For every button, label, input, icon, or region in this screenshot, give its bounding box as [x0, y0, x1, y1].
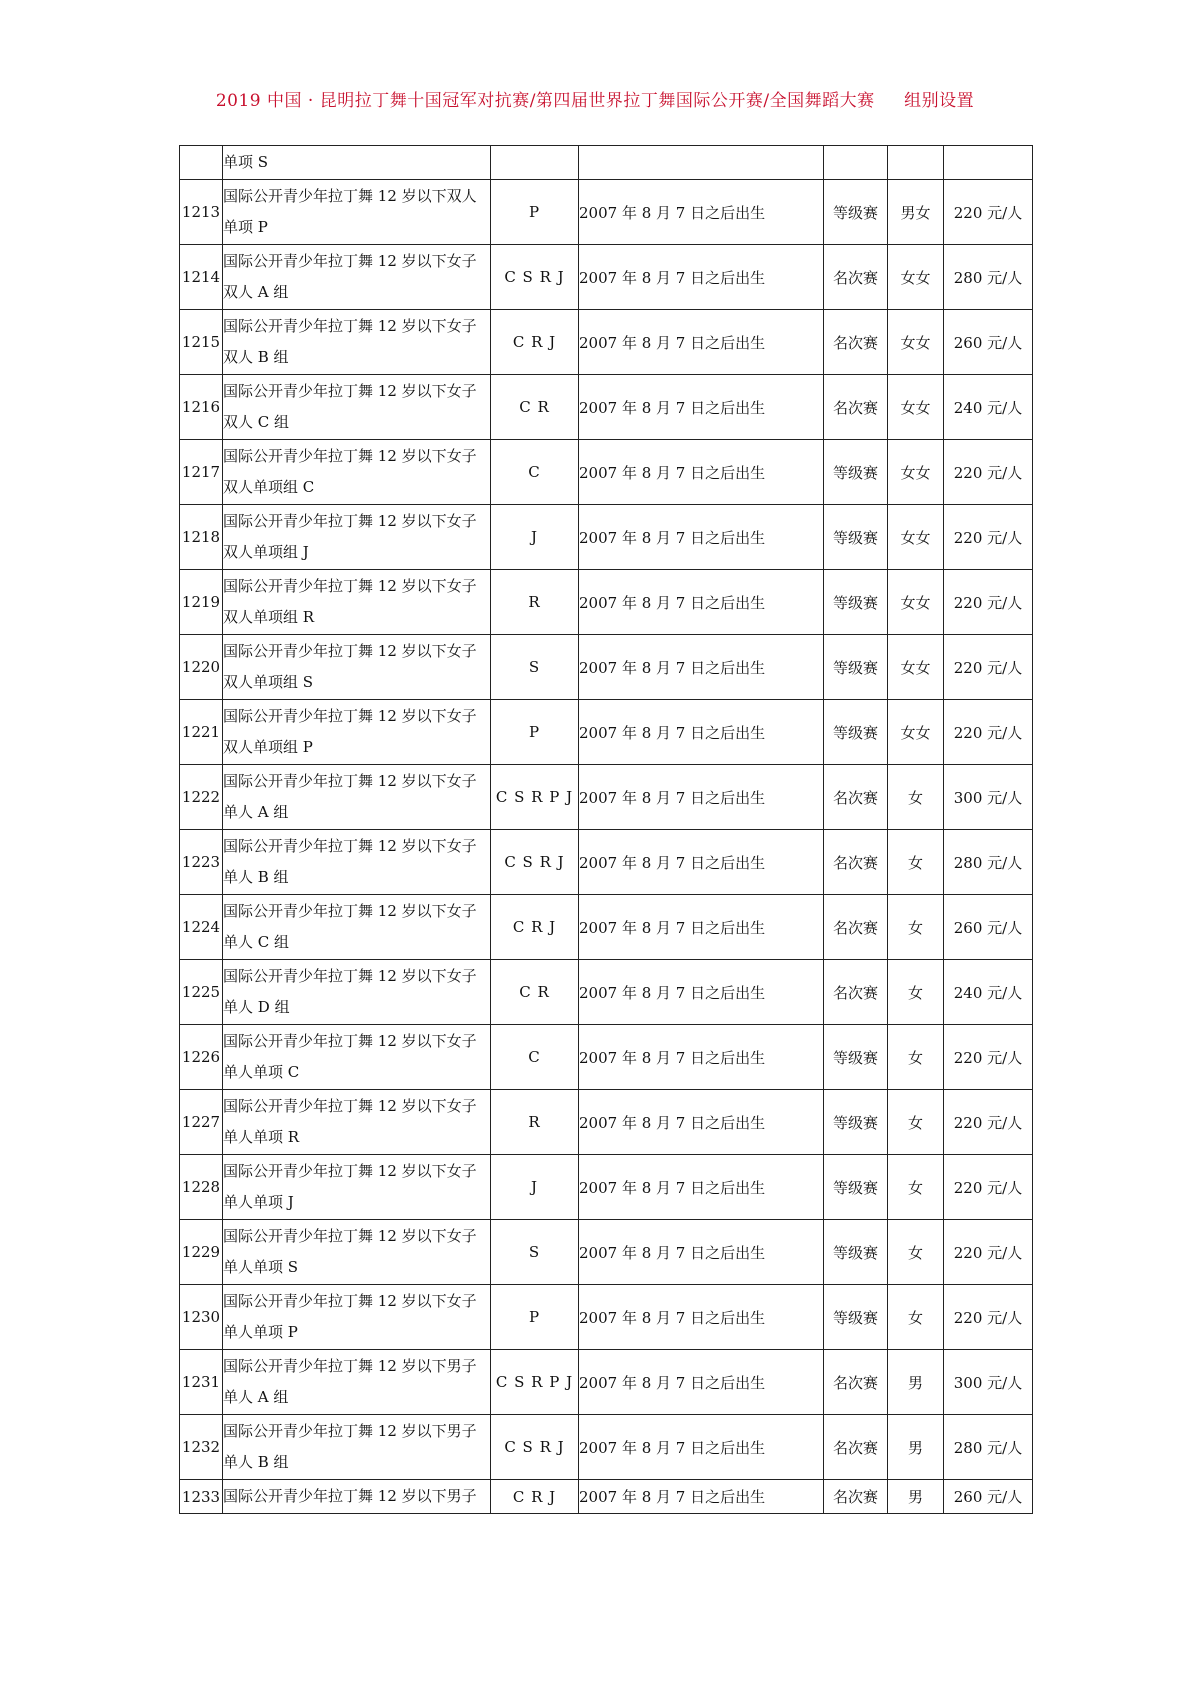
table-row — [180, 245, 1033, 310]
entry-fee: 260 元/人 — [944, 1480, 1033, 1514]
dance-codes: C — [491, 1025, 579, 1090]
gender-group: 女 — [888, 830, 944, 895]
dance-codes: C S R P J — [491, 765, 579, 830]
competition-type: 名次赛 — [824, 245, 888, 310]
table-row — [180, 700, 1033, 765]
age-requirement: 2007 年 8 月 7 日之后出生 — [579, 1480, 824, 1514]
category-number: 1223 — [180, 830, 223, 895]
dance-codes: S — [491, 635, 579, 700]
category-number: 1233 — [180, 1480, 223, 1514]
category-name: 国际公开青少年拉丁舞 12 岁以下双人单项 P — [223, 180, 491, 245]
category-number: 1230 — [180, 1285, 223, 1350]
competition-type: 等级赛 — [824, 635, 888, 700]
entry-fee: 220 元/人 — [944, 440, 1033, 505]
age-requirement: 2007 年 8 月 7 日之后出生 — [579, 180, 824, 245]
dance-codes: C R — [491, 375, 579, 440]
table-row — [180, 570, 1033, 635]
category-name: 国际公开青少年拉丁舞 12 岁以下女子双人单项组 R — [223, 570, 491, 635]
competition-type: 名次赛 — [824, 310, 888, 375]
category-number: 1232 — [180, 1415, 223, 1480]
entry-fee: 300 元/人 — [944, 1350, 1033, 1415]
category-name: 国际公开青少年拉丁舞 12 岁以下女子双人 C 组 — [223, 375, 491, 440]
dance-codes: C R J — [491, 1480, 579, 1514]
competition-type: 等级赛 — [824, 570, 888, 635]
category-name: 国际公开青少年拉丁舞 12 岁以下女子双人单项组 P — [223, 700, 491, 765]
gender-group: 男 — [888, 1480, 944, 1514]
gender-group: 女 — [888, 1090, 944, 1155]
category-number: 1222 — [180, 765, 223, 830]
table-row — [180, 1415, 1033, 1480]
competition-type: 名次赛 — [824, 1480, 888, 1514]
age-requirement: 2007 年 8 月 7 日之后出生 — [579, 700, 824, 765]
dance-codes: P — [491, 1285, 579, 1350]
category-number: 1214 — [180, 245, 223, 310]
table-row — [180, 310, 1033, 375]
age-requirement: 2007 年 8 月 7 日之后出生 — [579, 245, 824, 310]
category-number: 1213 — [180, 180, 223, 245]
competition-type: 等级赛 — [824, 180, 888, 245]
entry-fee: 220 元/人 — [944, 1155, 1033, 1220]
category-table — [179, 145, 1033, 1514]
dance-codes: P — [491, 700, 579, 765]
gender-group: 女女 — [888, 375, 944, 440]
table-row — [180, 375, 1033, 440]
table-row — [180, 1090, 1033, 1155]
competition-type: 名次赛 — [824, 1415, 888, 1480]
category-name: 国际公开青少年拉丁舞 12 岁以下女子单人 C 组 — [223, 895, 491, 960]
age-requirement: 2007 年 8 月 7 日之后出生 — [579, 310, 824, 375]
category-number: 1215 — [180, 310, 223, 375]
entry-fee: 240 元/人 — [944, 375, 1033, 440]
entry-fee: 220 元/人 — [944, 570, 1033, 635]
category-number: 1225 — [180, 960, 223, 1025]
competition-type: 等级赛 — [824, 1155, 888, 1220]
gender-group: 女女 — [888, 310, 944, 375]
dance-codes: C — [491, 440, 579, 505]
entry-fee: 280 元/人 — [944, 1415, 1033, 1480]
competition-type: 等级赛 — [824, 1285, 888, 1350]
category-number: 1227 — [180, 1090, 223, 1155]
entry-fee: 220 元/人 — [944, 635, 1033, 700]
competition-type: 名次赛 — [824, 765, 888, 830]
category-number: 1217 — [180, 440, 223, 505]
dance-codes: C S R P J — [491, 1350, 579, 1415]
category-number: 1228 — [180, 1155, 223, 1220]
gender-group: 女女 — [888, 245, 944, 310]
competition-type: 等级赛 — [824, 505, 888, 570]
page-header: 2019 中国 · 昆明拉丁舞十国冠军对抗赛/第四届世界拉丁舞国际公开赛/全国舞蹈大赛 组别设置 — [215, 91, 975, 111]
age-requirement: 2007 年 8 月 7 日之后出生 — [579, 375, 824, 440]
competition-type — [824, 146, 888, 180]
category-number: 1216 — [180, 375, 223, 440]
table-row — [180, 440, 1033, 505]
gender-group: 男 — [888, 1350, 944, 1415]
age-requirement: 2007 年 8 月 7 日之后出生 — [579, 1285, 824, 1350]
gender-group: 男女 — [888, 180, 944, 245]
gender-group: 女 — [888, 765, 944, 830]
competition-type: 等级赛 — [824, 700, 888, 765]
dance-codes: S — [491, 1220, 579, 1285]
table-row — [180, 635, 1033, 700]
entry-fee: 220 元/人 — [944, 1285, 1033, 1350]
category-name: 国际公开青少年拉丁舞 12 岁以下女子双人单项组 C — [223, 440, 491, 505]
gender-group: 女 — [888, 895, 944, 960]
gender-group: 男 — [888, 1415, 944, 1480]
competition-type: 名次赛 — [824, 375, 888, 440]
gender-group: 女 — [888, 1285, 944, 1350]
category-number: 1218 — [180, 505, 223, 570]
table-row — [180, 765, 1033, 830]
category-number: 1224 — [180, 895, 223, 960]
competition-type: 等级赛 — [824, 1090, 888, 1155]
dance-codes: C S R J — [491, 245, 579, 310]
gender-group: 女女 — [888, 635, 944, 700]
entry-fee — [944, 146, 1033, 180]
table-body — [180, 146, 1033, 1514]
category-name: 国际公开青少年拉丁舞 12 岁以下男子单人 A 组 — [223, 1350, 491, 1415]
table-row — [180, 1220, 1033, 1285]
gender-group — [888, 146, 944, 180]
category-name: 国际公开青少年拉丁舞 12 岁以下女子双人 A 组 — [223, 245, 491, 310]
age-requirement: 2007 年 8 月 7 日之后出生 — [579, 895, 824, 960]
dance-codes: R — [491, 1090, 579, 1155]
gender-group: 女女 — [888, 505, 944, 570]
entry-fee: 220 元/人 — [944, 505, 1033, 570]
category-name: 国际公开青少年拉丁舞 12 岁以下女子双人 B 组 — [223, 310, 491, 375]
category-name: 国际公开青少年拉丁舞 12 岁以下女子单人单项 C — [223, 1025, 491, 1090]
category-name: 国际公开青少年拉丁舞 12 岁以下男子 — [223, 1480, 491, 1514]
category-name: 国际公开青少年拉丁舞 12 岁以下女子单人单项 P — [223, 1285, 491, 1350]
age-requirement: 2007 年 8 月 7 日之后出生 — [579, 1155, 824, 1220]
entry-fee: 220 元/人 — [944, 1025, 1033, 1090]
category-number: 1226 — [180, 1025, 223, 1090]
age-requirement: 2007 年 8 月 7 日之后出生 — [579, 765, 824, 830]
category-number: 1229 — [180, 1220, 223, 1285]
age-requirement: 2007 年 8 月 7 日之后出生 — [579, 1025, 824, 1090]
age-requirement: 2007 年 8 月 7 日之后出生 — [579, 1220, 824, 1285]
table-row — [180, 895, 1033, 960]
entry-fee: 300 元/人 — [944, 765, 1033, 830]
entry-fee: 260 元/人 — [944, 895, 1033, 960]
dance-codes: P — [491, 180, 579, 245]
dance-codes: J — [491, 1155, 579, 1220]
category-number: 1219 — [180, 570, 223, 635]
category-name: 国际公开青少年拉丁舞 12 岁以下女子单人单项 J — [223, 1155, 491, 1220]
gender-group: 女女 — [888, 570, 944, 635]
category-name: 国际公开青少年拉丁舞 12 岁以下女子单人单项 S — [223, 1220, 491, 1285]
age-requirement: 2007 年 8 月 7 日之后出生 — [579, 1350, 824, 1415]
dance-codes: R — [491, 570, 579, 635]
competition-type: 名次赛 — [824, 1350, 888, 1415]
competition-type: 名次赛 — [824, 895, 888, 960]
table-row — [180, 146, 1033, 180]
category-name: 国际公开青少年拉丁舞 12 岁以下女子单人 D 组 — [223, 960, 491, 1025]
table-row — [180, 1025, 1033, 1090]
category-name: 国际公开青少年拉丁舞 12 岁以下女子单人 B 组 — [223, 830, 491, 895]
table-row — [180, 1155, 1033, 1220]
competition-type: 名次赛 — [824, 960, 888, 1025]
gender-group: 女 — [888, 1025, 944, 1090]
entry-fee: 280 元/人 — [944, 245, 1033, 310]
entry-fee: 240 元/人 — [944, 960, 1033, 1025]
entry-fee: 220 元/人 — [944, 180, 1033, 245]
age-requirement: 2007 年 8 月 7 日之后出生 — [579, 440, 824, 505]
age-requirement: 2007 年 8 月 7 日之后出生 — [579, 960, 824, 1025]
table-row — [180, 1285, 1033, 1350]
category-number: 1231 — [180, 1350, 223, 1415]
gender-group: 女 — [888, 960, 944, 1025]
table-row — [180, 1480, 1033, 1514]
category-number — [180, 146, 223, 180]
category-name: 国际公开青少年拉丁舞 12 岁以下男子单人 B 组 — [223, 1415, 491, 1480]
table-row — [180, 830, 1033, 895]
dance-codes: C S R J — [491, 1415, 579, 1480]
age-requirement: 2007 年 8 月 7 日之后出生 — [579, 635, 824, 700]
dance-codes: C R J — [491, 310, 579, 375]
competition-type: 名次赛 — [824, 830, 888, 895]
dance-codes — [491, 146, 579, 180]
gender-group: 女女 — [888, 700, 944, 765]
table-row — [180, 960, 1033, 1025]
category-name: 单项 S — [223, 146, 491, 180]
entry-fee: 220 元/人 — [944, 700, 1033, 765]
dance-codes: C R — [491, 960, 579, 1025]
age-requirement: 2007 年 8 月 7 日之后出生 — [579, 1415, 824, 1480]
gender-group: 女女 — [888, 440, 944, 505]
gender-group: 女 — [888, 1155, 944, 1220]
dance-codes: C S R J — [491, 830, 579, 895]
category-name: 国际公开青少年拉丁舞 12 岁以下女子双人单项组 S — [223, 635, 491, 700]
competition-type: 等级赛 — [824, 440, 888, 505]
entry-fee: 220 元/人 — [944, 1090, 1033, 1155]
category-name: 国际公开青少年拉丁舞 12 岁以下女子单人单项 R — [223, 1090, 491, 1155]
age-requirement: 2007 年 8 月 7 日之后出生 — [579, 570, 824, 635]
entry-fee: 280 元/人 — [944, 830, 1033, 895]
entry-fee: 220 元/人 — [944, 1220, 1033, 1285]
category-name: 国际公开青少年拉丁舞 12 岁以下女子单人 A 组 — [223, 765, 491, 830]
table-row — [180, 1350, 1033, 1415]
category-name: 国际公开青少年拉丁舞 12 岁以下女子双人单项组 J — [223, 505, 491, 570]
gender-group: 女 — [888, 1220, 944, 1285]
age-requirement: 2007 年 8 月 7 日之后出生 — [579, 505, 824, 570]
competition-type: 等级赛 — [824, 1025, 888, 1090]
table-row — [180, 505, 1033, 570]
dance-codes: J — [491, 505, 579, 570]
age-requirement: 2007 年 8 月 7 日之后出生 — [579, 1090, 824, 1155]
table-row — [180, 180, 1033, 245]
competition-type: 等级赛 — [824, 1220, 888, 1285]
age-requirement: 2007 年 8 月 7 日之后出生 — [579, 830, 824, 895]
category-number: 1221 — [180, 700, 223, 765]
dance-codes: C R J — [491, 895, 579, 960]
category-number: 1220 — [180, 635, 223, 700]
age-requirement — [579, 146, 824, 180]
entry-fee: 260 元/人 — [944, 310, 1033, 375]
